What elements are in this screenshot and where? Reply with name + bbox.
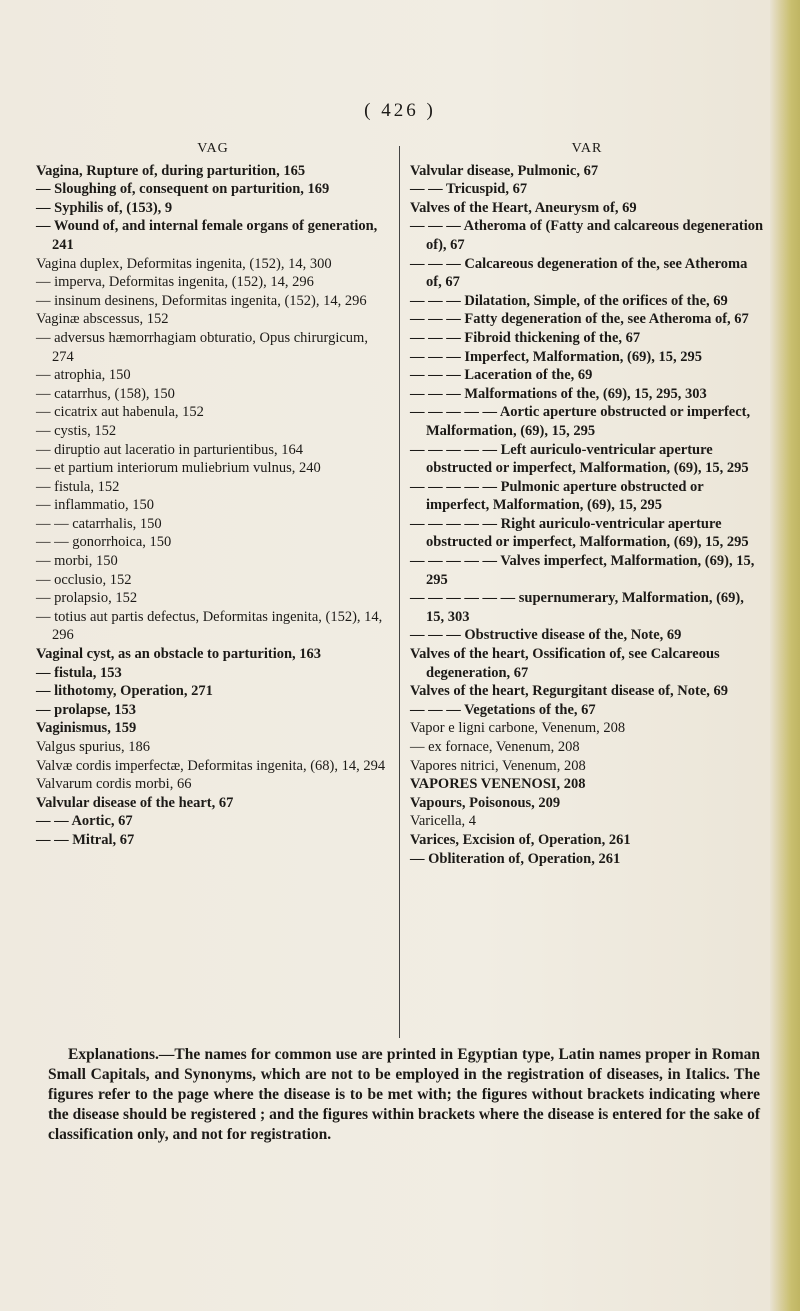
right-index-entry: Varices, Excision of, Operation, 261: [410, 831, 631, 848]
right-index-entry: — — — — — — supernumerary, Malformation, (69), 15, 303: [410, 590, 744, 625]
left-index-entry: Vagina, Rupture of, during parturition, 165: [36, 162, 306, 179]
right-index-entry: — ex fornace, Venenum, 208: [410, 739, 580, 755]
left-index-entry: — occlusio, 152: [36, 571, 132, 588]
right-index-entry: Valvular disease, Pulmonic, 67: [410, 162, 599, 179]
right-index-entry: Valves of the Heart, Aneurysm of, 69: [410, 199, 637, 216]
left-index-entry: — imperva, Deformitas ingenita, (152), 14, 296: [36, 274, 314, 291]
left-index-entry: — atrophia, 150: [36, 367, 131, 384]
left-index-entry: — — gonorrhoica, 150: [36, 534, 172, 551]
page-number: ( 426 ): [364, 100, 436, 121]
left-index-entry: — — Aortic, 67: [36, 813, 133, 830]
left-index-entry: Valvarum cordis morbi, 66: [36, 776, 192, 793]
right-index-entry: — — — — — Right auriculo-ventricular aperture obstructed or imperfect, Malformation, (69), 15, 295: [410, 515, 749, 551]
left-index-entry: Valgus spurius, 186: [36, 739, 150, 755]
right-index-entry: — Obliteration of, Operation, 261: [410, 850, 621, 867]
right-index-entry: — — — Obstructive disease of the, Note, 69: [410, 627, 682, 644]
right-index-entry: VAPORES VENENOSI, 208: [410, 776, 586, 793]
right-index-entry: Valves of the heart, Ossification of, see Calcareous degeneration, 67: [410, 646, 720, 681]
left-index-entry: — fistula, 152: [36, 478, 120, 495]
left-index-entry: — insinum desinens, Deformitas ingenita, (152), 14, 296: [36, 292, 367, 309]
right-index-entry: — — — Dilatation, Simple, of the orifices of the, 69: [410, 292, 728, 309]
left-index-entry: — diruptio aut laceratio in parturientibus, 164: [36, 441, 303, 458]
right-entry-list: [410, 162, 764, 869]
left-index-entry: Valvæ cordis imperfectæ, Deformitas ingenita, (68), 14, 294: [36, 757, 386, 774]
page-edge: [770, 0, 800, 1311]
right-index-entry: — — — Vegetations of the, 67: [410, 701, 596, 718]
left-index-entry: — — catarrhalis, 150: [36, 515, 162, 532]
left-index-entry: — Wound of, and internal female organs of generation, 241: [36, 218, 378, 253]
right-index-entry: Vapor e ligni carbone, Venenum, 208: [410, 720, 626, 737]
right-index-entry: Vapours, Poisonous, 209: [410, 794, 561, 811]
right-index-entry: — — — Calcareous degeneration of the, see Atheroma of, 67: [410, 255, 748, 291]
left-index-entry: Vaginal cyst, as an obstacle to parturition, 163: [36, 646, 322, 663]
right-column: [410, 140, 764, 868]
right-index-entry: — — — — — Left auriculo-ventricular aperture obstructed or imperfect, Malformation, (69), 15, 295: [410, 441, 749, 477]
left-index-entry: — adversus hæmorrhagiam obturatio, Opus chirurgicum, 274: [36, 329, 368, 365]
left-index-entry: Vaginismus, 159: [36, 720, 137, 737]
left-index-entry: — — Mitral, 67: [36, 831, 135, 848]
explanations-footnote: Explanations.—The names for common use are printed in Egyptian type, Latin names proper in Roman Small Capitals, and Synonyms, which are not to be employed in the registration of diseases, in Italics. The figures refer to the page where the disease is to be met with; the figures without brackets indicating where the disease should be registered ; and the figures within brackets where the disease is entered for the sake of classification only, and not for registration.: [48, 1046, 760, 1143]
right-index-entry: — — — Fibroid thickening of the, 67: [410, 329, 641, 346]
left-index-entry: — lithotomy, Operation, 271: [36, 683, 213, 700]
column-divider: [399, 146, 400, 1038]
left-index-entry: — cystis, 152: [36, 422, 117, 439]
left-index-entry: — cicatrix aut habenula, 152: [36, 404, 204, 421]
left-index-entry: — inflammatio, 150: [36, 497, 154, 514]
left-column-header: VAG: [197, 141, 229, 156]
left-index-entry: — et partium interiorum muliebrium vulnus, 240: [36, 460, 321, 477]
left-index-entry: — prolapsio, 152: [36, 590, 138, 607]
left-index-entry: Valvular disease of the heart, 67: [36, 794, 234, 811]
right-index-entry: — — — Atheroma of (Fatty and calcareous degeneration of), 67: [410, 218, 764, 253]
right-index-entry: — — — Malformations of the, (69), 15, 295, 303: [410, 385, 707, 402]
left-index-entry: — catarrhus, (158), 150: [36, 385, 175, 402]
right-index-entry: — — — Imperfect, Malformation, (69), 15, 295: [410, 348, 702, 365]
right-index-entry: — — — — — Valves imperfect, Malformation, (69), 15, 295: [410, 553, 755, 588]
right-column-header: VAR: [571, 141, 603, 156]
left-index-entry: — Syphilis of, (153), 9: [36, 199, 173, 216]
left-index-entry: — morbi, 150: [36, 553, 118, 570]
left-index-entry: — fistula, 153: [36, 664, 122, 681]
left-index-entry: — prolapse, 153: [36, 701, 137, 718]
right-index-entry: — — — — — Aortic aperture obstructed or imperfect, Malformation, (69), 15, 295: [410, 404, 751, 439]
right-index-entry: Varicella, 4: [410, 813, 477, 830]
left-index-entry: — Sloughing of, consequent on parturition, 169: [36, 181, 330, 198]
right-index-entry: — — Tricuspid, 67: [410, 181, 528, 198]
right-index-entry: Vapores nitrici, Venenum, 208: [410, 757, 586, 774]
right-index-entry: Valves of the heart, Regurgitant disease of, Note, 69: [410, 683, 729, 700]
right-index-entry: — — — Laceration of the, 69: [410, 367, 593, 384]
right-index-entry: — — — Fatty degeneration of the, see Atheroma of, 67: [410, 311, 749, 328]
left-index-entry: Vaginæ abscessus, 152: [36, 311, 169, 328]
left-column: [36, 140, 390, 850]
left-index-entry: Vagina duplex, Deformitas ingenita, (152), 14, 300: [36, 255, 332, 272]
left-entry-list: [36, 162, 390, 850]
right-index-entry: — — — — — Pulmonic aperture obstructed or imperfect, Malformation, (69), 15, 295: [410, 478, 704, 514]
left-index-entry: — totius aut partis defectus, Deformitas ingenita, (152), 14, 296: [36, 608, 383, 644]
